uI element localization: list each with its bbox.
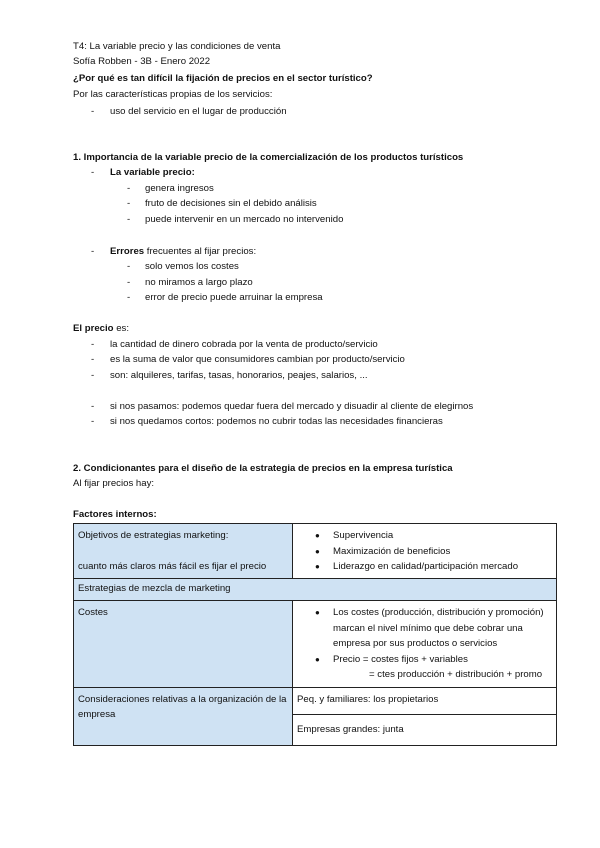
precio-bold: El precio (73, 323, 114, 334)
dash-bullet: - (127, 183, 131, 194)
list-item: es la suma de valor que consumidores cambian por producto/servicio (110, 354, 405, 365)
table-cell (293, 715, 557, 746)
cell-text: Empresas grandes: junta (297, 724, 404, 735)
cell-text: Consideraciones relativas a la organización de la empresa (78, 693, 287, 720)
list-item: solo vemos los costes (145, 261, 239, 272)
intro-question: ¿Por qué es tan difícil la fijación de precios en el sector turístico? (73, 73, 373, 84)
list-item: la cantidad de dinero cobrada por la venta de producto/servicio (110, 339, 378, 350)
dash-bullet: - (127, 214, 131, 225)
dash-bullet: - (127, 292, 131, 303)
cell-text: cuanto más claros más fácil es fijar el precio (78, 560, 267, 572)
list-item: ● Precio = costes fijos + variables (333, 652, 552, 668)
list-item: ● Maximización de beneficios (333, 544, 552, 560)
list-item: si nos quedamos cortos: podemos no cubrir todas las necesidades financieras (110, 416, 443, 427)
table-row (74, 601, 557, 688)
list-item: no miramos a largo plazo (145, 277, 253, 288)
intro-bullet: uso del servicio en el lugar de producción (110, 106, 287, 117)
table-cell (293, 524, 557, 579)
dash-bullet: - (91, 167, 95, 178)
precio-label (73, 323, 129, 335)
doc-author: Sofía Robben - 3B - Enero 2022 (73, 56, 211, 67)
table-cell (74, 601, 293, 688)
table-row (74, 524, 557, 579)
dash-bullet: - (91, 401, 95, 412)
intro-answer: Por las características propias de los servicios: (73, 89, 273, 100)
dash-bullet: - (127, 261, 131, 272)
table-cell (74, 578, 557, 601)
cell-text: Costes (78, 607, 108, 618)
list-item: ● Liderazgo en calidad/participación mercado (333, 559, 552, 575)
dash-bullet: - (91, 339, 95, 350)
table-cell (293, 601, 557, 688)
errores-rest: frecuentes al fijar precios: (144, 246, 257, 257)
list-item: son: alquileres, tarifas, tasas, honorarios, peajes, salarios, ... (110, 370, 368, 381)
table-row (74, 578, 557, 601)
factores-table (73, 523, 557, 746)
table-cell (74, 687, 293, 745)
dash-bullet: - (91, 106, 95, 117)
table-row (74, 687, 557, 715)
list-item: si nos pasamos: podemos quedar fuera del mercado y disuadir al cliente de elegirnos (110, 401, 474, 412)
dash-bullet: - (91, 354, 95, 365)
cell-text: Objetivos de estrategias marketing: (78, 530, 229, 541)
dash-bullet: - (127, 277, 131, 288)
variable-label: La variable precio: (110, 167, 195, 178)
factores-label: Factores internos: (73, 509, 157, 520)
section2-intro: Al fijar precios hay: (73, 478, 155, 489)
section2-heading: 2. Condicionantes para el diseño de la estrategia de precios en la empresa turística (73, 463, 453, 474)
precio-rest: es: (113, 323, 129, 334)
list-item: ● Los costes (producción, distribución y promoción) marcan el nivel mínimo que debe cobrar una empresa por sus productos o servicios (333, 605, 552, 652)
doc-title: T4: La variable precio y las condiciones de venta (73, 41, 281, 52)
cell-text: Peq. y familiares: los propietarios (297, 693, 439, 705)
dash-bullet: - (127, 198, 131, 209)
table-cell (293, 687, 557, 715)
errores-bold: Errores (110, 246, 145, 257)
list-item: genera ingresos (145, 183, 214, 194)
dash-bullet: - (91, 246, 95, 257)
list-item: error de precio puede arruinar la empresa (145, 292, 323, 303)
dash-bullet: - (91, 370, 95, 381)
list-item: puede intervenir en un mercado no intervenido (145, 214, 344, 225)
table-cell (74, 524, 293, 579)
list-item: ● Supervivencia (333, 528, 552, 544)
errores-label (110, 246, 256, 258)
dash-bullet: - (91, 416, 95, 427)
cell-text: = ctes producción + distribución + promo (369, 669, 543, 680)
cell-text: Estrategias de mezcla de marketing (78, 582, 231, 594)
section1-heading: 1. Importancia de la variable precio de la comercialización de los productos turísticos (73, 152, 464, 163)
list-item: fruto de decisiones sin el debido análisis (145, 198, 317, 209)
